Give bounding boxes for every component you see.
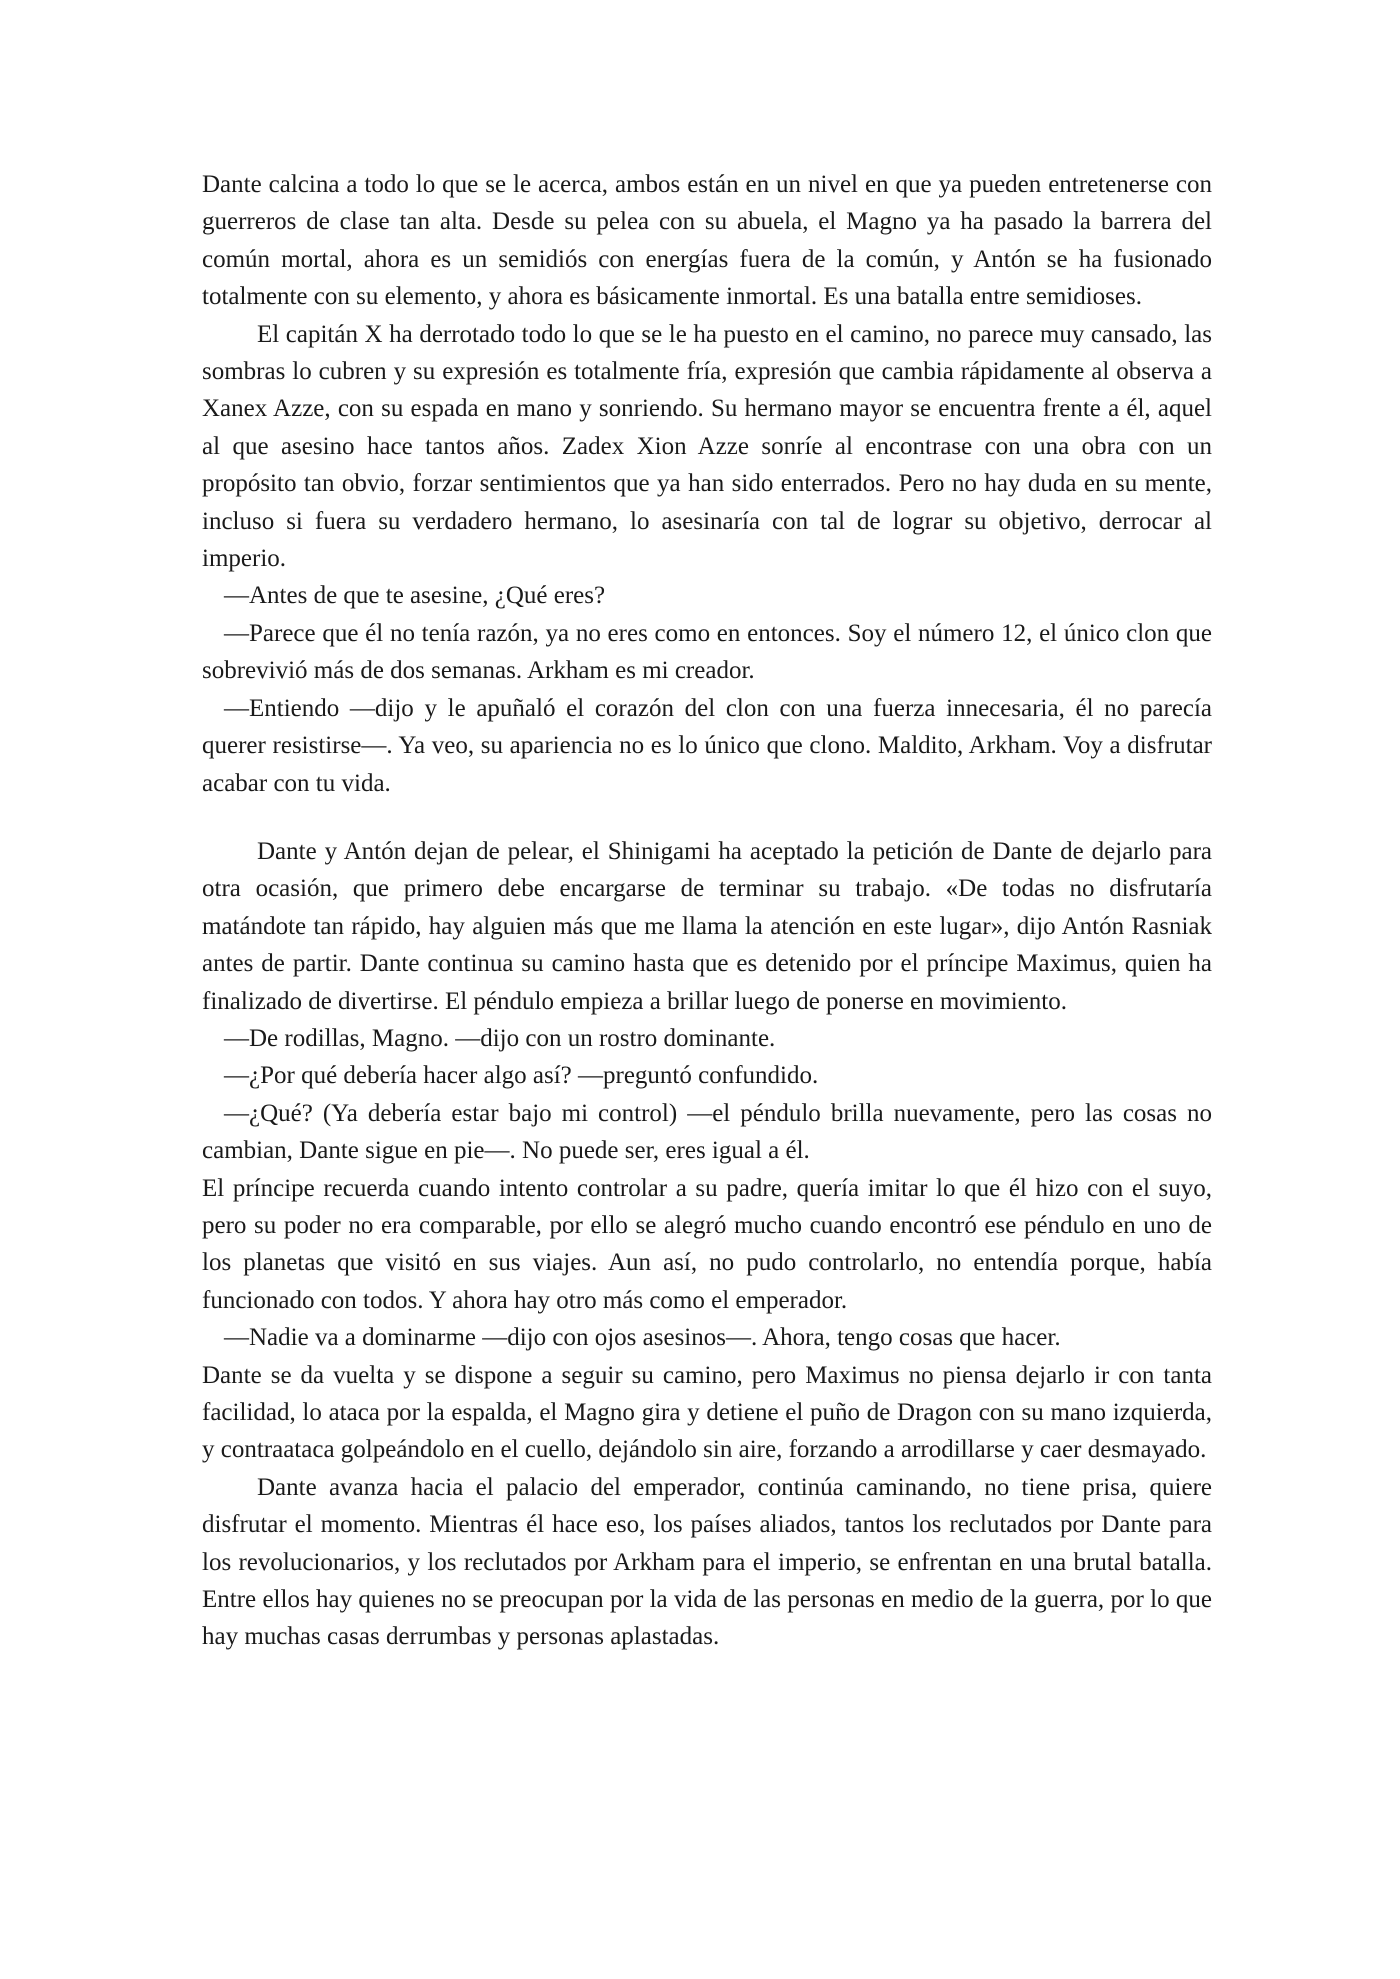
dialogue-line-1: —Antes de que te asesine, ¿Qué eres? [224, 582, 606, 610]
dialogue-line-3: —Entiendo —dijo y le apuñaló el corazón del clon con una fuerza innecesaria, él no parecía querer resistirse—. Ya veo, su apariencia no es lo único que clono. Maldito, Arkham. Voy a disfrutar acabar con tu vida. [202, 694, 1212, 797]
document-page [202, 166, 1212, 1656]
dialogue-line-6: —¿Qué? (Ya debería estar bajo mi control) —el péndulo brilla nuevamente, pero las cosas no cambian, Dante sigue en pie—. No puede ser, eres igual a él. [202, 1099, 1212, 1165]
dialogue-line-4: —De rodillas, Magno. —dijo con un rostro dominante. [224, 1024, 776, 1052]
paragraph-1: Dante calcina a todo lo que se le acerca, ambos están en un nivel en que ya pueden entretenerse con guerreros de clase tan alta. Desde su pelea con su abuela, el Magno ya ha pasado la barrera del común mortal, ahora es un semidiós con energías fuera de la común, y Antón se ha fusionado totalmente con su elemento, y ahora es básicamente inmortal. Es una batalla entre semidioses. [202, 171, 1212, 311]
paragraph-4: El príncipe recuerda cuando intento controlar a su padre, quería imitar lo que él hizo con el suyo, pero su poder no era comparable, por ello se alegró mucho cuando encontró ese péndulo en uno de los planetas que visitó en sus viajes. Aun así, no pudo controlarlo, no entendía porque, había funcionado con todos. Y ahora hay otro más como el emperador. [202, 1174, 1212, 1314]
paragraph-6: Dante avanza hacia el palacio del emperador, continúa caminando, no tiene prisa, quiere disfrutar el momento. Mientras él hace eso, los países aliados, tantos los reclutados por Dante para los revolucionarios, y los reclutados por Arkham para el imperio, se enfrentan en una brutal batalla. Entre ellos hay quienes no se preocupan por la vida de las personas en medio de la guerra, por lo que hay muchas casas derrumbas y personas aplastadas. [202, 1473, 1212, 1651]
dialogue-line-7: —Nadie va a dominarme —dijo con ojos asesinos—. Ahora, tengo cosas que hacer. [224, 1324, 1061, 1352]
dialogue-line-2: —Parece que él no tenía razón, ya no eres como en entonces. Soy el número 12, el único clon que sobrevivió más de dos semanas. Arkham es mi creador. [202, 619, 1212, 685]
paragraph-3: Dante y Antón dejan de pelear, el Shinigami ha aceptado la petición de Dante de dejarlo para otra ocasión, que primero debe encargarse de terminar su trabajo. «De todas no disfrutaría matándote tan rápido, hay alguien más que me llama la atención en este lugar», dijo Antón Rasniak antes de partir. Dante continua su camino hasta que es detenido por el príncipe Maximus, quien ha finalizado de divertirse. El péndulo empieza a brillar luego de ponerse en movimiento. [202, 837, 1212, 1015]
paragraph-5: Dante se da vuelta y se dispone a seguir su camino, pero Maximus no piensa dejarlo ir con tanta facilidad, lo ataca por la espalda, el Magno gira y detiene el puño de Dragon con su mano izquierda, y contraataca golpeándolo en el cuello, dejándolo sin aire, forzando a arrodillarse y caer desmayado. [202, 1361, 1212, 1464]
dialogue-line-5: —¿Por qué debería hacer algo así? —preguntó confundido. [224, 1062, 819, 1090]
paragraph-2: El capitán X ha derrotado todo lo que se le ha puesto en el camino, no parece muy cansado, las sombras lo cubren y su expresión es totalmente fría, expresión que cambia rápidamente al observa a Xanex Azze, con su espada en mano y sonriendo. Su hermano mayor se encuentra frente a él, aquel al que asesino hace tantos años. Zadex Xion Azze sonríe al encontrase con una obra con un propósito tan obvio, forzar sentimientos que ya han sido enterrados. Pero no hay duda en su mente, incluso si fuera su verdadero hermano, lo asesinaría con tal de lograr su objetivo, derrocar al imperio. [202, 320, 1212, 573]
